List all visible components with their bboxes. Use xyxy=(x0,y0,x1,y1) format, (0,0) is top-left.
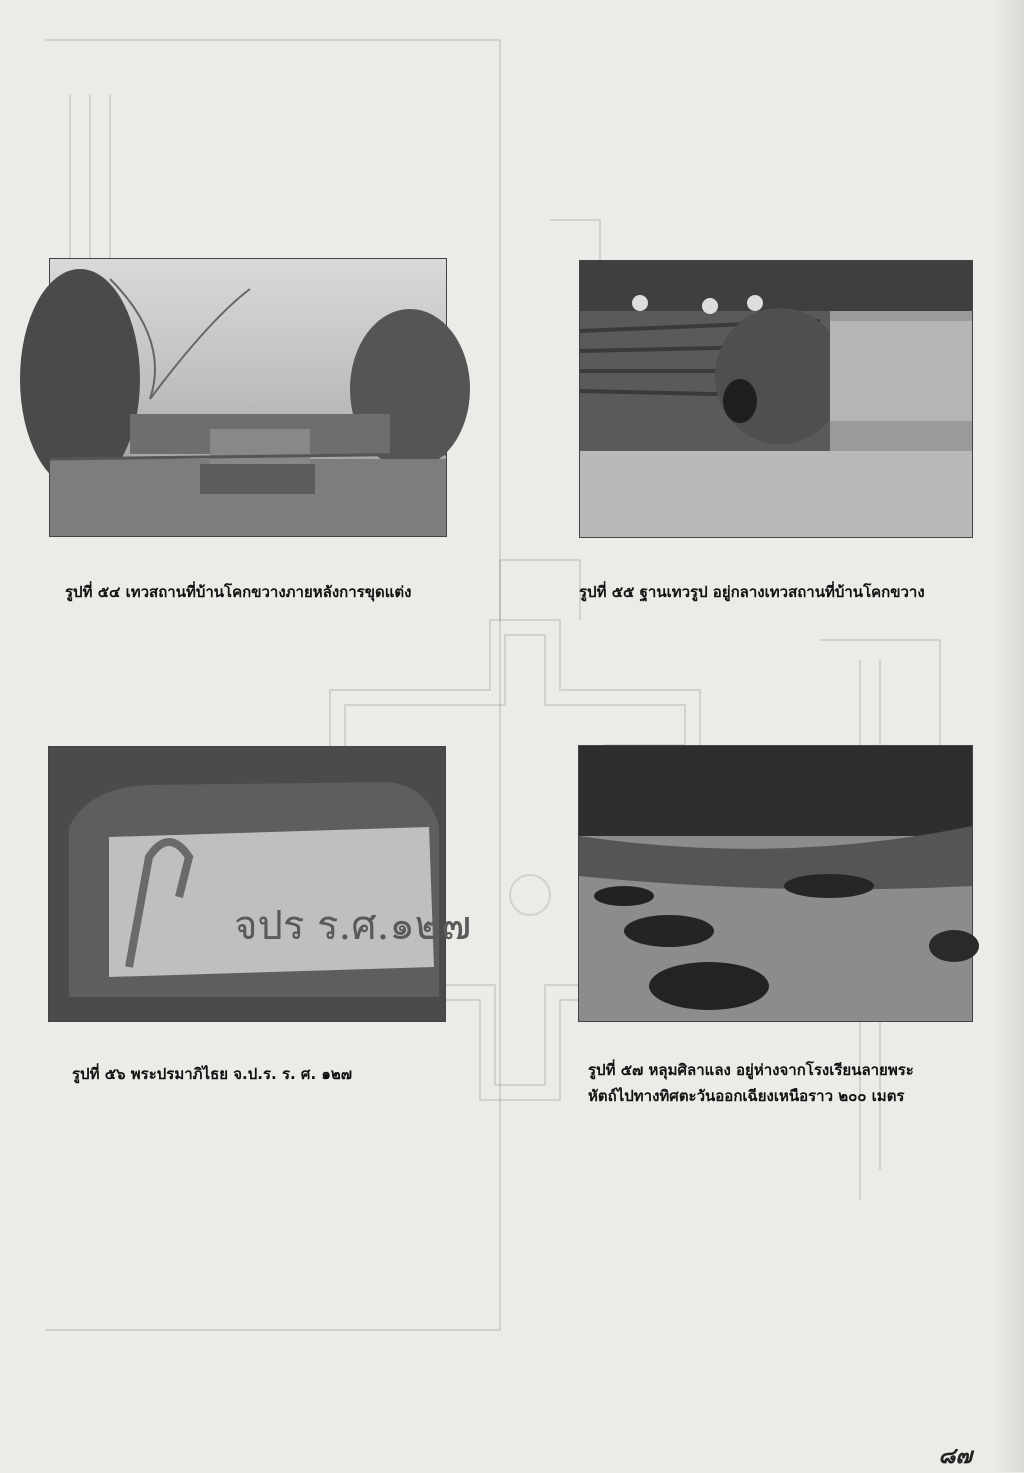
photo-54-temple-ruins xyxy=(49,258,447,537)
laterite-pits-image xyxy=(579,746,972,1021)
caption-figure-55: รูปที่ ๕๕ ฐานเทวรูป อยู่กลางเทวสถานที่บ้านโคกขวาง xyxy=(579,583,925,601)
photo-57-laterite-pits xyxy=(578,745,973,1022)
page-edge-shadow xyxy=(994,0,1024,1472)
photo-55-statue-base xyxy=(579,260,973,538)
caption-figure-57-line1: รูปที่ ๕๗ หลุมศิลาแลง อยู่ห่างจากโรงเรียนลายพระ xyxy=(588,1061,914,1079)
caption-figure-54: รูปที่ ๕๔ เทวสถานที่บ้านโคกขวางภายหลังการขุดแต่ง xyxy=(65,583,412,601)
temple-ruins-image xyxy=(50,259,446,536)
royal-monogram-image xyxy=(49,747,472,1021)
page-number: ๘๗ xyxy=(938,1444,972,1469)
caption-figure-56: รูปที่ ๕๖ พระปรมาภิไธย จ.ป.ร. ร. ศ. ๑๒๗ xyxy=(72,1065,353,1083)
statue-base-image xyxy=(580,261,972,537)
photo-56-royal-monogram-stone xyxy=(48,746,472,1022)
monogram-inscription: จปร ร.ศ.๑๒๗ xyxy=(234,903,472,949)
caption-figure-57-line2: หัตถ์ไปทางทิศตะวันออกเฉียงเหนือราว ๒๐๐ เมตร xyxy=(588,1087,905,1105)
